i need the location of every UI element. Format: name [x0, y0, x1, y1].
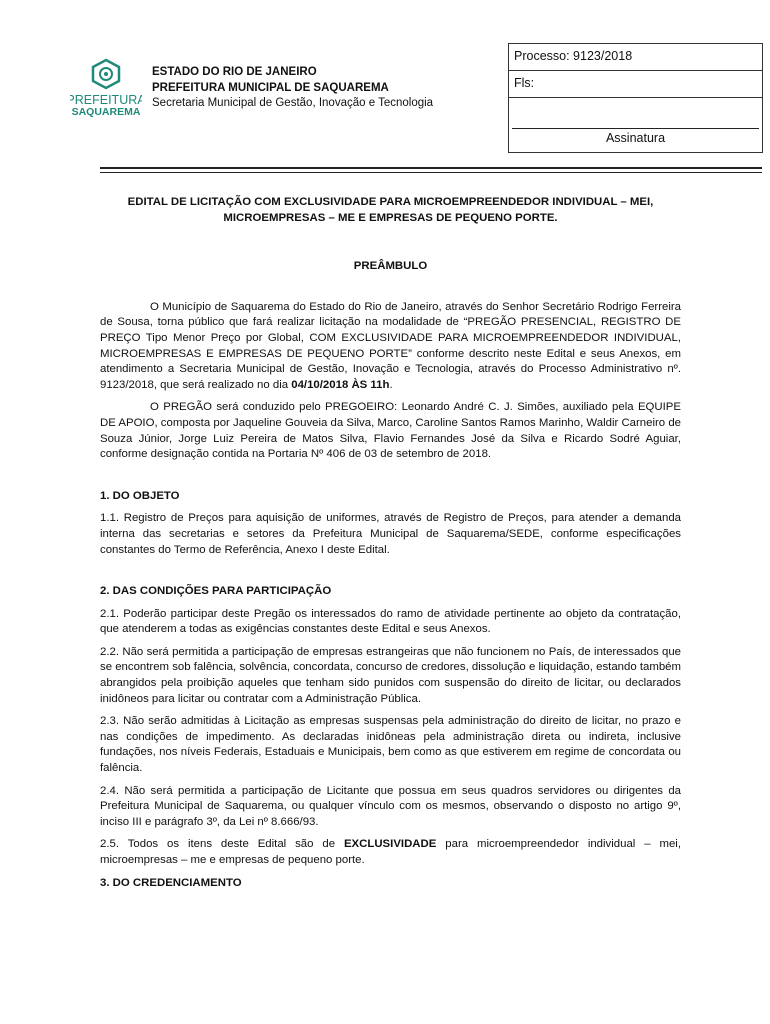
header-secretaria: Secretaria Municipal de Gestão, Inovação e Tecnologia [152, 97, 434, 109]
section-2-5-bold: EXCLUSIVIDADE [343, 838, 437, 851]
section-2-heading: 2. DAS CONDIÇÕES PARA PARTICIPAÇÃO [100, 585, 332, 598]
section-3-heading: 3. DO CREDENCIAMENTO [100, 876, 242, 889]
processo-field: Processo: 9123/2018 [509, 44, 762, 71]
section-2-5 [100, 837, 681, 868]
preamble-paragraph-1: O Município de Saquarema do Estado do Rio de Janeiro, através do Senhor Secretário Rodrigo Ferreira de Sousa, torna público que fará realizar licitação na modalidade de “PREGÃO PRESENCIAL, REGISTRO DE PREÇO Tipo Menor Preço por Global, COM EXCLUSIVIDADE PARA MICROEMPREENDEDOR INDIVIDUAL, MICROEMPRESAS E EMPRESAS DE PEQUENO PORTE” conforme descrito neste Edital e seus Anexos, em atendimento a Secretaria Municipal de Gestão, Inovação e Tecnologia, através do Processo Administrativo nº. 9123/2018, que será realizado no dia 04/10/2018 ÀS 11h. [100, 300, 681, 391]
preamble-date: 04/10/2018 ÀS 11h [291, 378, 390, 391]
section-2-5-pre: 2.5. Todos os itens deste Edital são de [100, 838, 344, 851]
logo-text: PREFEITURA [70, 93, 142, 107]
preamble-paragraph-2: O PREGÃO será conduzido pelo PREGOEIRO: Leonardo André C. J. Simões, auxiliado pela EQUIPE DE APOIO, composta por Jaqueline Gouveia da Silva, Marco, Caroline Santos Ramos Marinho, Waldir Carneiro de Souza Júnior, Jorge Luiz Pereira de Matos Silva, Flavio Fernandes José da Silva e Ricardo Sodré Aguiar, conforme designação contida na Portaria Nº 406 de 03 de setembro de 2018. [100, 401, 681, 461]
header-divider-thin [100, 172, 762, 173]
signature-label: Assinatura [605, 131, 666, 145]
header-divider-thick [100, 167, 762, 169]
signature-line [512, 128, 759, 129]
logo-subtext: SAQUAREMA [71, 106, 141, 118]
header-state: ESTADO DO RIO DE JANEIRO [152, 66, 317, 78]
section-2-5-post: para microempreendedor individual – mei, microempresas – me e empresas de pequeno porte. [100, 838, 681, 866]
section-2-2: 2.2. Não será permitida a participação de empresas estrangeiras que não funcionem no País, de interessados que se encontrem sob falência, solvência, concordata, concurso de credores, dissolução e liquidação, estando também abrangidos pela proibição aqueles que tenham sido punidos com suspensão do direito de licitar, ou declarados inidôneos para licitar ou contratar com a Administração Pública. [100, 645, 681, 705]
section-2-1: 2.1. Poderão participar deste Pregão os interessados do ramo de atividade pertinente ao objeto da contratação, que atenderem a todas as exigências constantes deste Edital e seus Anexos. [100, 607, 681, 636]
header-lines [152, 65, 433, 112]
section-1-1: 1.1. Registro de Preços para aquisição de uniformes, através de Registro de Preços, para atender a demanda interna das secretarias e setores da Prefeitura Municipal de Saquarema/SEDE, conforme especificações constantes do Termo de Referência, Anexo I deste Edital. [100, 512, 681, 556]
preamble-p1-text: O Município de Saquarema do Estado do Rio de Janeiro, através do Senhor Secretário Rodrigo Ferreira de Sousa, torna público que fará realizar licitação na modalidade de “PREGÃO PRESENCIAL, REGISTRO DE PREÇO Tipo Menor Preço por Global, COM EXCLUSIVIDADE PARA MICROEMPREENDEDOR INDIVIDUAL, MICROEMPRESAS E EMPRESAS DE PEQUENO PORTE” conforme descrito neste Edital e seus Anexos, em atendimento a Secretaria Municipal de Gestão, Inovação e Tecnologia, através do Processo Administrativo nº. 9123/2018, que será realizado no dia [100, 300, 681, 391]
section-2-3: 2.3. Não serão admitidas à Licitação as empresas suspensas pela administração do direito de licitar, no prazo e nas condições de impedimento. As declaradas inidôneas pela administração direta ou indireta, inclusive fundações, nos níveis Federais, Estaduais e Municipais, bem como as que estiverem em regime de concordata ou falência. [100, 715, 681, 775]
process-box [508, 43, 763, 153]
preamble-heading: PREÂMBULO [353, 260, 428, 273]
section-2-4: 2.4. Não será permitida a participação de Licitante que possua em seus quadros servidores ou dirigentes da Prefeitura Municipal de Saquarema, ou qualquer vínculo com os mesmos, observando o disposto no artigo 9º, inciso III e parágrafo 3º, da Lei nº 8.666/93. [100, 784, 681, 828]
header-prefeitura: PREFEITURA MUNICIPAL DE SAQUAREMA [152, 81, 389, 94]
prefeitura-logo [70, 58, 142, 122]
document-body [100, 195, 681, 898]
document-title: EDITAL DE LICITAÇÃO COM EXCLUSIVIDADE PARA MICROEMPREENDEDOR INDIVIDUAL – MEI, MICROEMPRESAS – ME E EMPRESAS DE PEQUENO PORTE. [127, 196, 654, 224]
section-1-heading: 1. DO OBJETO [100, 489, 180, 502]
fls-field: Fls: [509, 71, 762, 98]
